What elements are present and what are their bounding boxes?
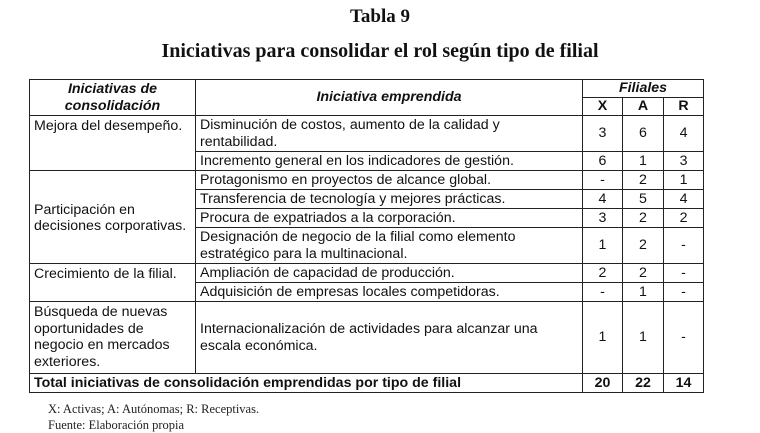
initiative-cell: Procura de expatriados a la corporación.	[196, 209, 583, 228]
x-cell: 3	[583, 209, 623, 228]
category-busqueda: Búsqueda de nuevas oportunidades de negocio en mercados exteriores.	[30, 302, 196, 374]
x-cell: -	[583, 171, 623, 190]
a-cell: 2	[623, 209, 664, 228]
x-cell: 4	[583, 190, 623, 209]
r-cell: -	[664, 302, 704, 374]
x-cell: 6	[583, 152, 623, 171]
initiative-cell: Ampliación de capacidad de producción.	[196, 264, 583, 283]
total-row	[30, 374, 704, 393]
total-a: 22	[623, 374, 664, 393]
initiative-cell: Designación de negocio de la filial como elemento estratégico para la multinacional.	[196, 228, 583, 264]
legend-note: X: Activas; A: Autónomas; R: Receptivas.	[48, 402, 260, 416]
r-cell: -	[664, 283, 704, 302]
r-cell: 3	[664, 152, 704, 171]
a-cell: 1	[623, 302, 664, 374]
initiative-cell: Internacionalización de actividades para alcanzar una escala económica.	[196, 302, 583, 374]
initiative-cell: Protagonismo en proyectos de alcance global.	[196, 171, 583, 190]
a-cell: 1	[623, 152, 664, 171]
a-cell: 2	[623, 228, 664, 264]
a-cell: 2	[623, 264, 664, 283]
table-number: Tabla 9	[349, 6, 411, 27]
r-cell: 1	[664, 171, 704, 190]
header-a: A	[623, 98, 664, 116]
a-cell: 6	[623, 116, 664, 152]
total-label: Total iniciativas de consolidación emprendidas por tipo de filial	[30, 374, 583, 393]
header-x: X	[583, 98, 623, 116]
initiatives-table	[29, 79, 704, 393]
table-row	[30, 116, 704, 152]
initiative-cell: Adquisición de empresas locales competidoras.	[196, 283, 583, 302]
total-x: 20	[583, 374, 623, 393]
a-cell: 2	[623, 171, 664, 190]
header-filiales: Filiales	[583, 80, 704, 98]
header-consolidation: Iniciativas de consolidación	[30, 80, 196, 116]
r-cell: 4	[664, 190, 704, 209]
total-r: 14	[664, 374, 704, 393]
x-cell: -	[583, 283, 623, 302]
source-note: Fuente: Elaboración propia	[48, 418, 185, 432]
category-participacion: Participación en decisiones corporativas.	[30, 171, 196, 264]
x-cell: 1	[583, 302, 623, 374]
r-cell: 4	[664, 116, 704, 152]
table-row	[30, 264, 704, 283]
r-cell: -	[664, 228, 704, 264]
table-row	[30, 302, 704, 374]
table-title: Iniciativas para consolidar el rol según tipo de filial	[161, 40, 599, 62]
header-r: R	[664, 98, 704, 116]
a-cell: 1	[623, 283, 664, 302]
r-cell: 2	[664, 209, 704, 228]
category-mejora: Mejora del desempeño.	[30, 116, 196, 171]
table-row	[30, 171, 704, 190]
initiative-cell: Disminución de costos, aumento de la calidad y rentabilidad.	[196, 116, 583, 152]
initiative-cell: Transferencia de tecnología y mejores prácticas.	[196, 190, 583, 209]
x-cell: 2	[583, 264, 623, 283]
a-cell: 5	[623, 190, 664, 209]
category-crecimiento: Crecimiento de la filial.	[30, 264, 196, 302]
x-cell: 1	[583, 228, 623, 264]
initiative-cell: Incremento general en los indicadores de gestión.	[196, 152, 583, 171]
r-cell: -	[664, 264, 704, 283]
x-cell: 3	[583, 116, 623, 152]
header-initiative: Iniciativa emprendida	[196, 80, 583, 116]
